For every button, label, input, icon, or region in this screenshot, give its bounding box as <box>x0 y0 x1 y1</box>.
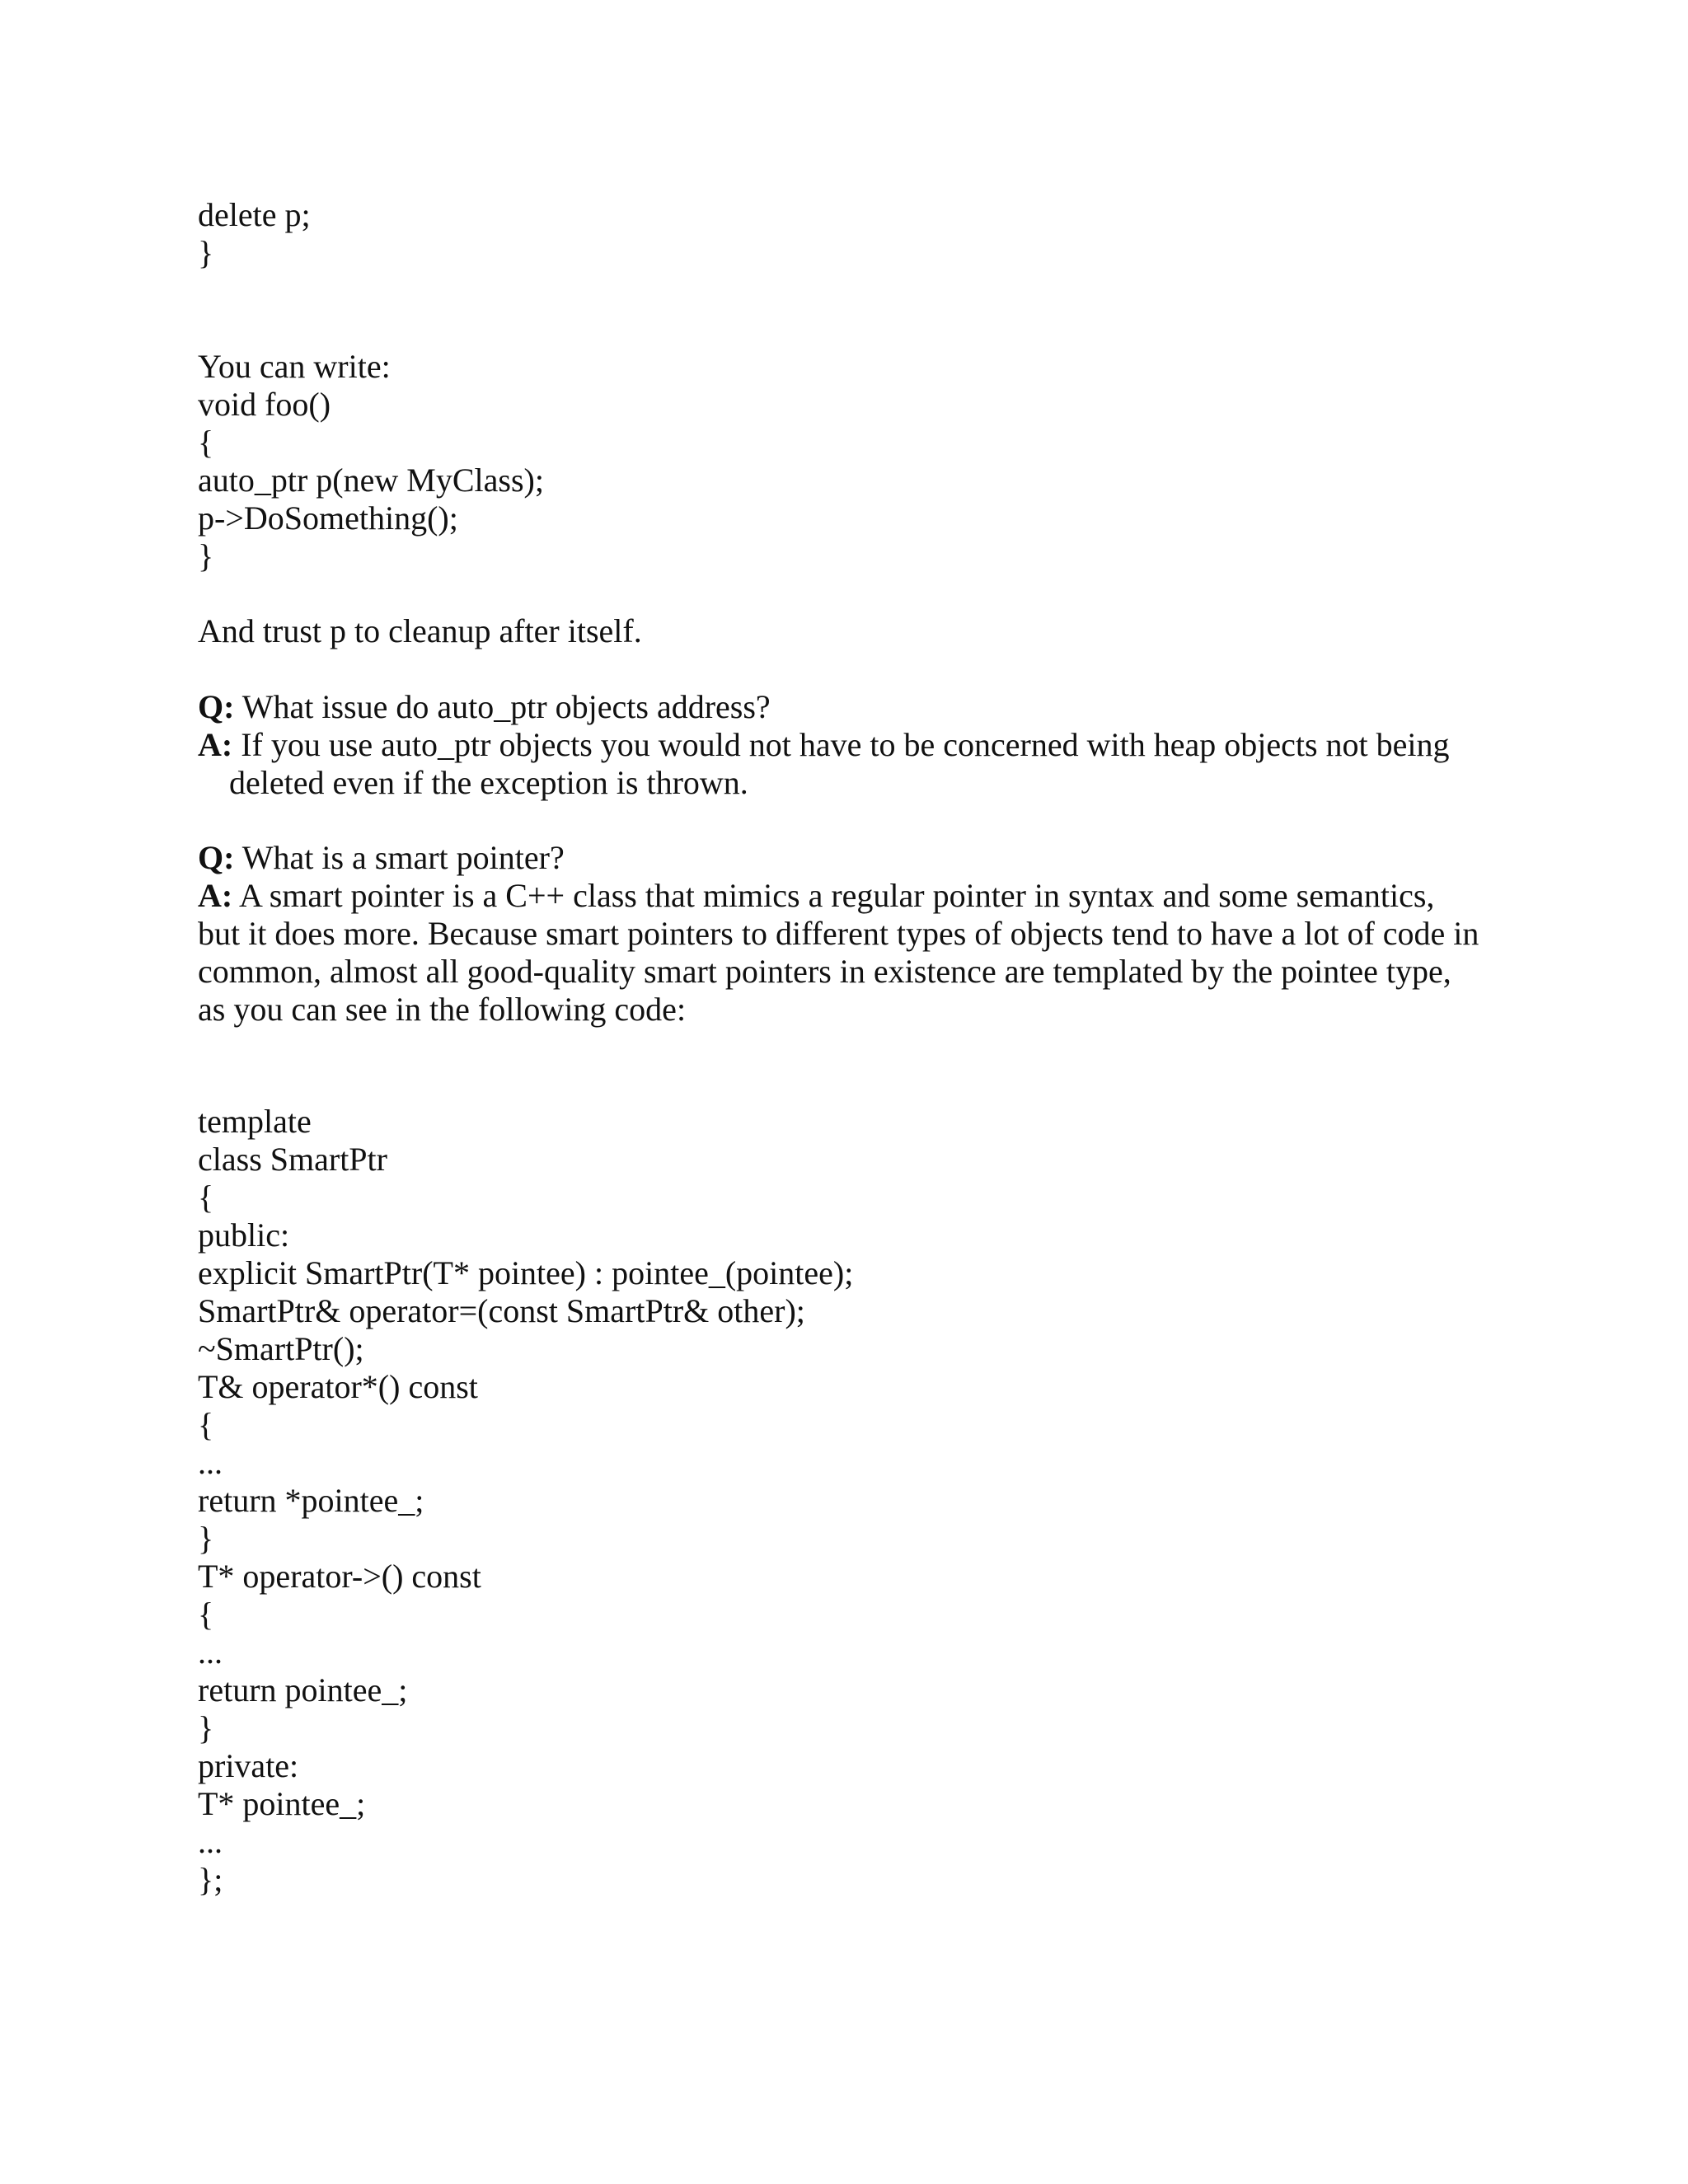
document-page <box>198 0 1517 2184</box>
code-line: }; <box>198 1861 223 1898</box>
paragraph-text: You can write: <box>198 348 391 385</box>
code-line: } <box>198 537 214 574</box>
answer-text-continuation: as you can see in the following code: <box>198 991 687 1028</box>
answer-text: A smart pointer is a C++ class that mimics a regular pointer in syntax and some semantics, <box>232 877 1435 914</box>
code-line: return *pointee_; <box>198 1482 424 1519</box>
question-label: Q: <box>198 688 235 725</box>
code-line: ~SmartPtr(); <box>198 1330 364 1367</box>
question-1 <box>198 688 771 726</box>
code-line: auto_ptr p(new MyClass); <box>198 462 544 499</box>
answer-2 <box>198 877 1434 915</box>
code-line: { <box>198 1596 214 1633</box>
code-line: T& operator*() const <box>198 1368 478 1405</box>
code-line: { <box>198 1179 214 1216</box>
answer-text-continuation: common, almost all good-quality smart pointers in existence are templated by the pointee type, <box>198 953 1451 990</box>
code-line: private: <box>198 1747 299 1784</box>
code-line: ... <box>198 1444 223 1481</box>
question-text: What issue do auto_ptr objects address? <box>234 688 771 725</box>
code-line: T* pointee_; <box>198 1785 366 1822</box>
code-line: } <box>198 234 214 271</box>
question-label: Q: <box>198 839 235 876</box>
answer-label: A: <box>198 726 233 763</box>
question-text: What is a smart pointer? <box>234 839 565 876</box>
code-line: T* operator->() const <box>198 1558 481 1595</box>
code-line: ... <box>198 1823 223 1860</box>
code-line: delete p; <box>198 196 311 233</box>
answer-text: If you use auto_ptr objects you would not have to be concerned with heap objects not being <box>232 726 1450 763</box>
code-line: { <box>198 1406 214 1443</box>
code-line: return pointee_; <box>198 1671 408 1708</box>
code-line: } <box>198 1709 214 1746</box>
code-line: { <box>198 424 214 461</box>
answer-label: A: <box>198 877 233 914</box>
code-line: template <box>198 1103 312 1140</box>
code-line: public: <box>198 1216 290 1254</box>
code-line: SmartPtr& operator=(const SmartPtr& other); <box>198 1292 805 1329</box>
code-line: void foo() <box>198 386 331 423</box>
answer-text-continuation: deleted even if the exception is thrown. <box>229 764 748 801</box>
answer-1 <box>198 726 1450 764</box>
code-line: ... <box>198 1633 223 1671</box>
code-line: } <box>198 1520 214 1557</box>
paragraph-text: And trust p to cleanup after itself. <box>198 612 642 649</box>
code-line: explicit SmartPtr(T* pointee) : pointee_(pointee); <box>198 1254 854 1291</box>
code-line: p->DoSomething(); <box>198 499 458 537</box>
code-line: class SmartPtr <box>198 1141 387 1178</box>
question-2 <box>198 839 565 877</box>
answer-text-continuation: but it does more. Because smart pointers to different types of objects tend to have a lot of code in <box>198 915 1479 952</box>
